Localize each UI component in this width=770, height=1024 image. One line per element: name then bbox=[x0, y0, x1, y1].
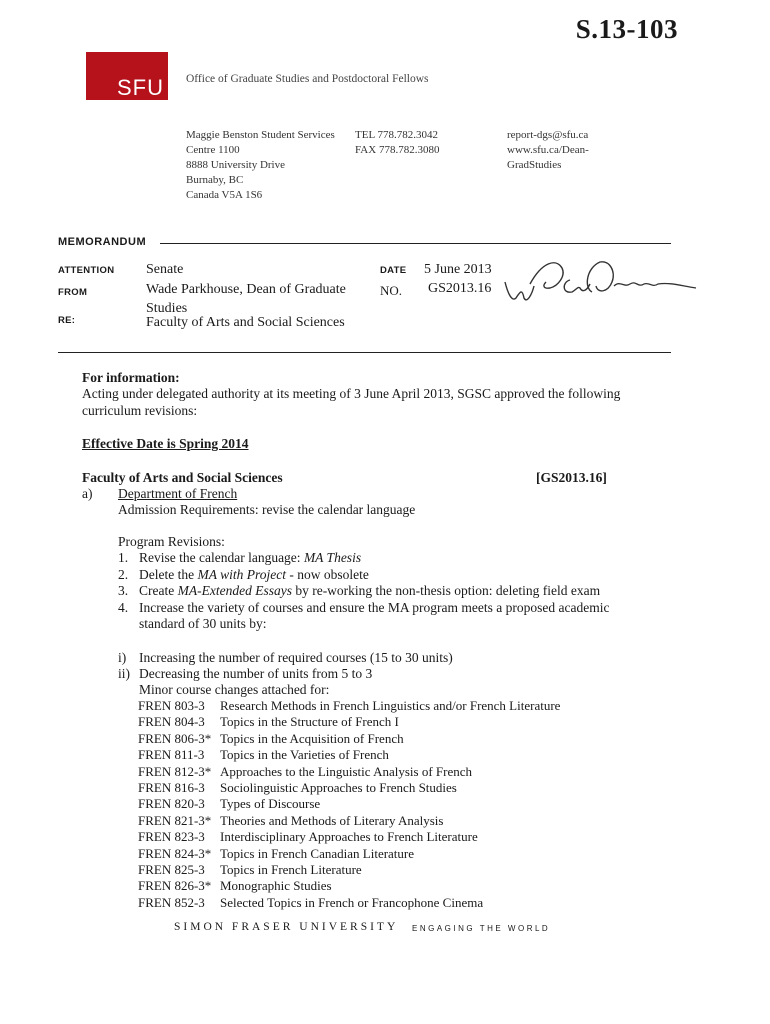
course-row bbox=[138, 796, 320, 812]
effective-date: Effective Date is Spring 2014 bbox=[82, 436, 249, 451]
item-text: Increase the variety of courses and ensure the MA program meets a proposed academic bbox=[139, 600, 610, 615]
course-code: FREN 816-3 bbox=[138, 780, 205, 795]
course-title: Interdisciplinary Approaches to French Literature bbox=[220, 829, 478, 845]
item-emphasis: MA with Project bbox=[197, 567, 286, 582]
footer-tagline: ENGAGING THE WORLD bbox=[412, 924, 551, 933]
email-link[interactable]: report-dgs@sfu.ca bbox=[507, 129, 589, 141]
course-title: Topics in the Structure of French I bbox=[220, 714, 399, 730]
department-name: Department of French bbox=[118, 486, 238, 501]
course-row bbox=[138, 862, 362, 878]
minor-changes-heading: Minor course changes attached for: bbox=[139, 682, 330, 697]
item-emphasis: MA-Extended Essays bbox=[177, 583, 292, 598]
course-code: FREN 811-3 bbox=[138, 747, 205, 763]
footer-university: SIMON FRASER UNIVERSITY bbox=[174, 921, 399, 933]
course-title: Monographic Studies bbox=[220, 878, 332, 894]
course-title: Types of Discourse bbox=[220, 796, 321, 812]
course-row bbox=[138, 829, 478, 845]
attention-label: ATTENTION bbox=[58, 265, 115, 276]
course-code: FREN 821-3* bbox=[138, 812, 212, 828]
address-line: 8888 University Drive bbox=[186, 159, 285, 171]
course-code: FREN 804-3 bbox=[138, 714, 205, 730]
item-text: Increasing the number of required courses (15 to 30 units) bbox=[139, 650, 453, 665]
for-information-heading: For information: bbox=[82, 370, 180, 385]
office-title: Office of Graduate Studies and Postdoctoral Fellows bbox=[186, 73, 429, 85]
sub-item bbox=[118, 666, 372, 682]
item-number: 3. bbox=[118, 583, 129, 598]
revision-item bbox=[118, 583, 600, 599]
no-value: GS2013.16 bbox=[428, 281, 492, 296]
course-code: FREN 824-3* bbox=[138, 845, 212, 861]
date-value: 5 June 2013 bbox=[424, 262, 492, 277]
item-text: Create bbox=[139, 583, 178, 598]
re-label: RE: bbox=[58, 315, 76, 326]
item-text: by re-working the non-thesis option: deleting field exam bbox=[291, 583, 601, 598]
course-code: FREN 823-3 bbox=[138, 829, 205, 845]
intro-line: Acting under delegated authority at its meeting of 3 June April 2013, SGSC approved the following bbox=[82, 386, 621, 401]
body-divider bbox=[58, 352, 671, 353]
course-code: FREN 820-3 bbox=[138, 796, 205, 812]
course-title: Sociolinguistic Approaches to French Studies bbox=[220, 780, 457, 795]
course-title: Topics in the Acquisition of French bbox=[220, 730, 404, 746]
fax-line: FAX 778.782.3080 bbox=[355, 144, 440, 156]
item-text: Decreasing the number of units from 5 to 3 bbox=[139, 666, 373, 681]
course-row bbox=[138, 813, 443, 829]
no-label: NO. bbox=[380, 283, 403, 298]
course-row bbox=[138, 895, 483, 911]
course-title: Topics in French Canadian Literature bbox=[220, 845, 415, 861]
course-code: FREN 826-3* bbox=[138, 878, 212, 894]
course-code: FREN 806-3* bbox=[138, 730, 212, 746]
revision-item bbox=[118, 600, 609, 616]
re-value: Faculty of Arts and Social Sciences bbox=[146, 315, 345, 330]
mailing-address bbox=[186, 128, 335, 203]
course-title: Research Methods in French Linguistics and/or French Literature bbox=[220, 698, 561, 713]
item-number: 4. bbox=[118, 600, 129, 615]
item-number: 2. bbox=[118, 567, 129, 582]
website-link-cont[interactable]: GradStudies bbox=[507, 159, 562, 171]
admission-requirements: Admission Requirements: revise the calendar language bbox=[118, 502, 416, 517]
course-row bbox=[138, 714, 399, 730]
from-label: FROM bbox=[58, 287, 88, 298]
website-link[interactable]: www.sfu.ca/Dean- bbox=[507, 144, 589, 156]
course-title: Topics in French Literature bbox=[220, 862, 362, 877]
program-revisions-heading: Program Revisions: bbox=[118, 534, 225, 549]
intro-line: curriculum revisions: bbox=[82, 402, 198, 418]
document-number: S.13-103 bbox=[575, 14, 678, 44]
revision-item bbox=[118, 567, 369, 583]
sfu-logo: SFU bbox=[86, 52, 168, 100]
course-code: FREN 852-3 bbox=[138, 894, 205, 910]
course-row bbox=[138, 747, 389, 763]
course-title: Theories and Methods of Literary Analysis bbox=[220, 812, 444, 828]
address-line: Burnaby, BC bbox=[186, 174, 244, 186]
address-line: Maggie Benston Student Services bbox=[186, 129, 335, 141]
item-emphasis: MA Thesis bbox=[303, 550, 362, 565]
revision-item bbox=[118, 550, 361, 566]
from-line: Wade Parkhouse, Dean of Graduate bbox=[146, 282, 346, 297]
revision-item-cont: standard of 30 units by: bbox=[139, 616, 267, 631]
course-title: Selected Topics in French or Francophone Cinema bbox=[220, 894, 484, 910]
item-number: ii) bbox=[118, 666, 130, 681]
item-text: Delete the bbox=[139, 567, 198, 582]
dean-signature bbox=[500, 258, 700, 320]
course-code: FREN 803-3 bbox=[138, 698, 205, 713]
attention-value: Senate bbox=[146, 262, 184, 277]
reference-number: [GS2013.16] bbox=[536, 470, 607, 485]
course-row bbox=[138, 878, 332, 894]
course-row bbox=[138, 698, 560, 714]
address-line: Centre 1100 bbox=[186, 144, 240, 156]
from-line: Studies bbox=[146, 301, 188, 316]
address-line: Canada V5A 1S6 bbox=[186, 189, 263, 201]
contact-web bbox=[507, 128, 589, 173]
course-row bbox=[138, 846, 414, 862]
faculty-heading: Faculty of Arts and Social Sciences bbox=[82, 470, 283, 485]
date-label: DATE bbox=[380, 265, 407, 276]
dept-marker: a) bbox=[82, 486, 93, 501]
item-text: Revise the calendar language: bbox=[139, 550, 304, 565]
item-number: i) bbox=[118, 650, 127, 665]
course-code: FREN 812-3* bbox=[138, 763, 212, 779]
item-number: 1. bbox=[118, 550, 129, 565]
course-row bbox=[138, 764, 472, 780]
intro-text bbox=[82, 386, 620, 419]
course-title: Approaches to the Linguistic Analysis of French bbox=[220, 763, 473, 779]
course-row bbox=[138, 731, 404, 747]
header-divider bbox=[160, 243, 671, 244]
course-code: FREN 825-3 bbox=[138, 862, 205, 877]
memorandum-label: MEMORANDUM bbox=[58, 236, 147, 248]
phone-numbers bbox=[355, 128, 439, 158]
sub-item bbox=[118, 650, 453, 666]
course-title: Topics in the Varieties of French bbox=[220, 747, 389, 763]
item-text: - now obsolete bbox=[285, 567, 369, 582]
phone-line: TEL 778.782.3042 bbox=[355, 129, 438, 141]
course-row bbox=[138, 780, 457, 796]
